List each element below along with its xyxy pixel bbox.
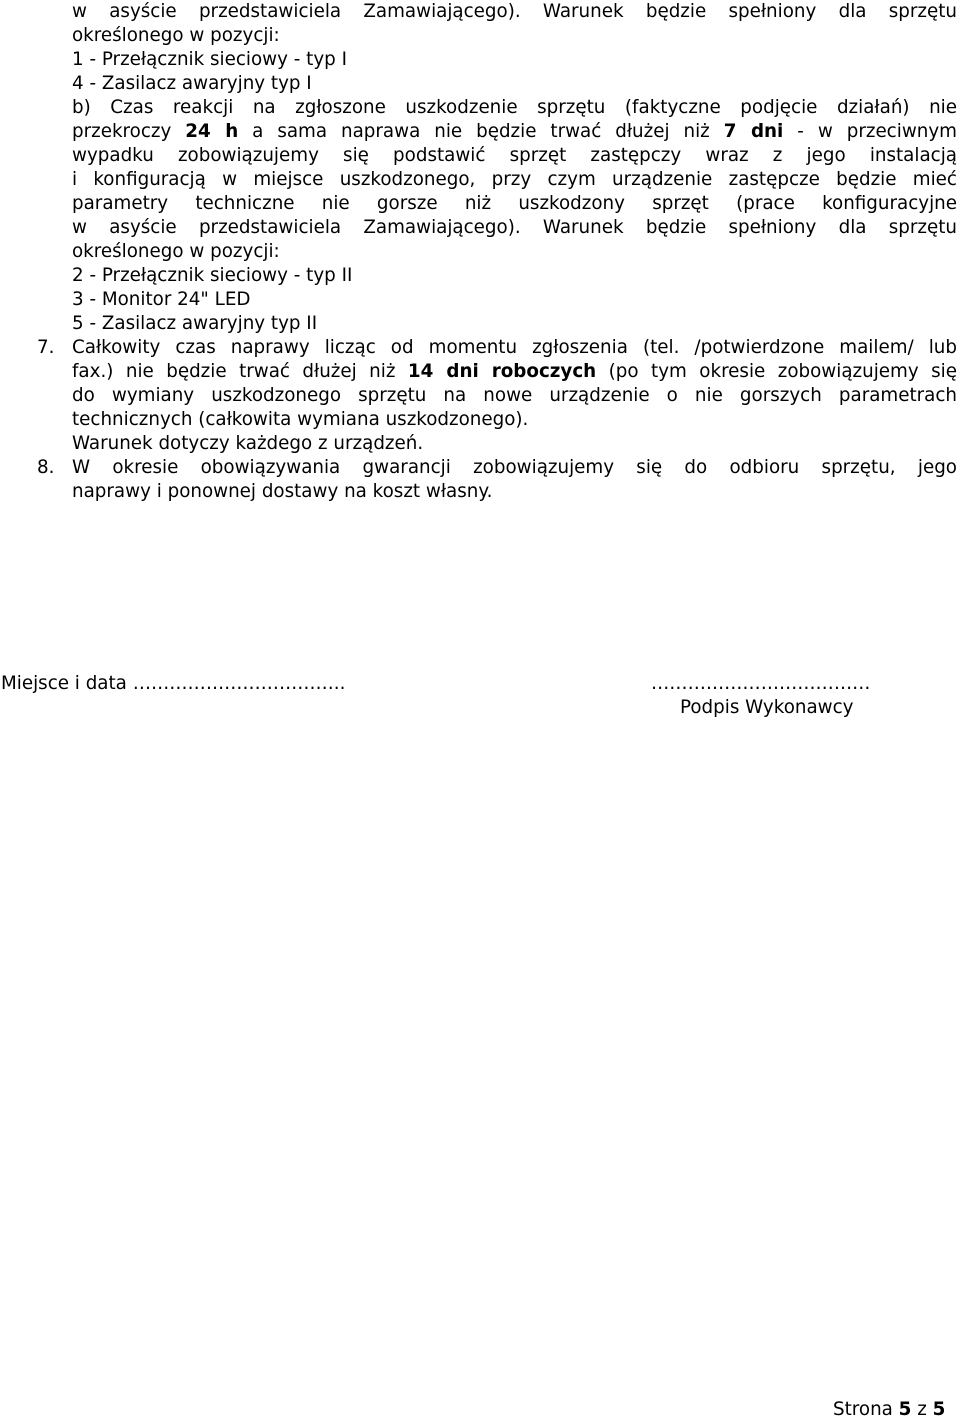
text-line: technicznych (całkowita wymiana uszkodzonego). <box>72 409 529 430</box>
emphasis-repair-days: 14 dni roboczych <box>407 361 597 382</box>
text-line: i konfiguracją w miejsce uszkodzonego, przy czym urządzenie zastępcze będzie mieć <box>72 169 957 190</box>
place-date-field: Miejsce i data …………………………….. <box>1 673 346 694</box>
text-line: w asyście przedstawiciela Zamawiającego). Warunek będzie spełniony dla sprzętu <box>72 1 957 22</box>
text-line: W okresie obowiązywania gwarancji zobowiązujemy się do odbioru sprzętu, jego <box>72 457 957 478</box>
current-page: 5 <box>898 1399 912 1420</box>
text-fragment: przekroczy <box>72 121 186 142</box>
text-line: wypadku zobowiązujemy się podstawić sprzęt zastępczy wraz z jego instalacją <box>72 145 957 166</box>
text-line: parametry techniczne nie gorsze niż uszkodzony sprzęt (prace konfiguracyjne <box>72 193 957 214</box>
list-number: 7. <box>37 337 55 358</box>
text-fragment: (po tym okresie zobowiązujemy się <box>596 361 957 382</box>
text-line <box>72 360 957 384</box>
page-number <box>833 1398 945 1422</box>
text-fragment: - w przeciwnym <box>783 121 957 142</box>
text-line: b) Czas reakcji na zgłoszone uszkodzenie sprzętu (faktyczne podjęcie działań) nie <box>72 97 957 118</box>
total-pages: 5 <box>932 1399 946 1420</box>
text-line: 5 - Zasilacz awaryjny typ II <box>72 313 318 334</box>
text-line: określonego w pozycji: <box>72 25 280 46</box>
text-fragment: fax.) nie będzie trwać dłużej niż <box>72 361 408 382</box>
text-line <box>72 120 957 144</box>
emphasis-response-time: 24 h <box>185 121 239 142</box>
text-line: naprawy i ponownej dostawy na koszt własny. <box>72 481 493 502</box>
text-line: 3 - Monitor 24" LED <box>72 289 251 310</box>
page-separator: z <box>911 1399 933 1420</box>
signature-label: Podpis Wykonawcy <box>680 697 854 718</box>
signature-line: ……………………………… <box>651 673 871 694</box>
text-line: Całkowity czas naprawy licząc od momentu zgłoszenia (tel. /potwierdzone mailem/ lub <box>72 337 957 358</box>
text-line: w asyście przedstawiciela Zamawiającego). Warunek będzie spełniony dla sprzętu <box>72 217 957 238</box>
emphasis-repair-time: 7 dni <box>723 121 784 142</box>
page-prefix: Strona <box>833 1399 899 1420</box>
list-number: 8. <box>37 457 55 478</box>
text-line: określonego w pozycji: <box>72 241 280 262</box>
text-line: 4 - Zasilacz awaryjny typ I <box>72 73 312 94</box>
text-line: Warunek dotyczy każdego z urządzeń. <box>72 433 424 454</box>
text-line: do wymiany uszkodzonego sprzętu na nowe urządzenie o nie gorszych parametrach <box>72 385 957 406</box>
text-fragment: a sama naprawa nie będzie trwać dłużej niż <box>238 121 724 142</box>
text-line: 1 - Przełącznik sieciowy - typ I <box>72 49 347 70</box>
text-line: 2 - Przełącznik sieciowy - typ II <box>72 265 353 286</box>
